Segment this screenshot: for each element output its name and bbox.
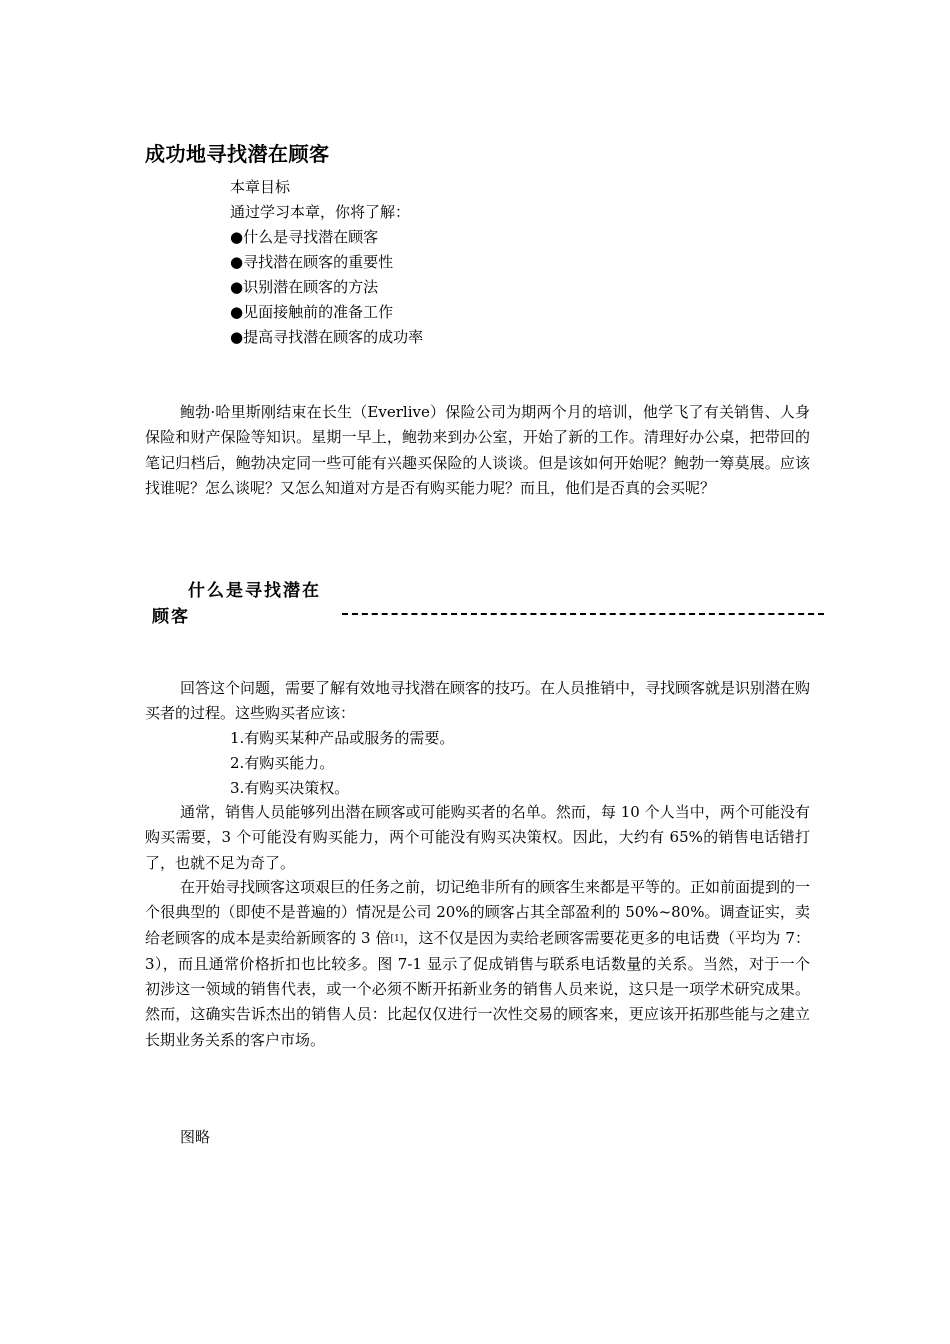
- answer-intro-paragraph: [145, 676, 810, 727]
- usually-paragraph: [145, 800, 810, 876]
- chapter-title: 成功地寻找潜在顾客: [145, 142, 330, 166]
- section-heading-line1: 什么是寻找潜在: [188, 581, 321, 601]
- criteria-item: 3.有购买决策权。: [230, 779, 350, 797]
- objective-item: ●什么是寻找潜在顾客: [230, 228, 379, 246]
- usually-text: 通常，销售人员能够列出潜在顾客或可能购买者的名单。然而，每 10 个人当中，两个可能没有购买需要，3 个可能没有购买能力，两个可能没有购买决策权。因此，大约有 65%的销售电话错打了，也就不足为奇了。: [145, 803, 810, 872]
- objective-item: ●见面接触前的准备工作: [230, 303, 394, 321]
- footnote-ref[interactable]: [1]: [390, 933, 404, 944]
- section-heading-line2: 顾客: [152, 607, 190, 627]
- opening-story-paragraph: [145, 400, 810, 501]
- before-prospecting-text-b: ，这不仅是因为卖给老顾客需要花更多的电话费（平均为 7：3），而且通常价格折扣也比较多。图 7-1 显示了促成销售与联系电话数量的关系。当然，对于一个初涉这一领域的销售代表，或一个必须不断开拓新业务的销售人员来说，这只是一项学术研究成果。然而，这确实告诉杰出的销售人员：比起仅仅进行一次性交易的顾客来，更应该开拓那些能与之建立长期业务关系的客户市场。: [145, 928, 810, 1049]
- opening-story-text: 鲍勃·哈里斯刚结束在长生（Everlive）保险公司为期两个月的培训，他学飞了有关销售、人身保险和财产保险等知识。星期一早上，鲍勃来到办公室，开始了新的工作。清理好办公桌，把带回的笔记归档后，鲍勃决定同一些可能有兴趣买保险的人谈谈。但是该如何开始呢？鲍勃一筹莫展。应该找谁呢？怎么谈呢？又怎么知道对方是否有购买能力呢？而且，他们是否真的会买呢？: [145, 403, 810, 497]
- objective-item: ●识别潜在顾客的方法: [230, 278, 379, 296]
- objectives-intro: 通过学习本章，你将了解：: [230, 203, 411, 221]
- objective-item: ●寻找潜在顾客的重要性: [230, 253, 394, 271]
- before-prospecting-text: [145, 875, 810, 1053]
- criteria-item: 1.有购买某种产品或服务的需要。: [230, 729, 455, 747]
- objective-item: ●提高寻找潜在顾客的成功率: [230, 328, 424, 346]
- before-prospecting-paragraph: [145, 875, 810, 1053]
- figure-placeholder: 图略: [180, 1128, 211, 1146]
- heading-dashed-rule: [342, 613, 824, 615]
- objectives-heading: 本章目标: [230, 178, 291, 196]
- answer-intro-text: 回答这个问题，需要了解有效地寻找潜在顾客的技巧。在人员推销中，寻找顾客就是识别潜在购买者的过程。这些购买者应该：: [145, 679, 811, 723]
- before-prospecting-text-a: 在开始寻找顾客这项艰巨的任务之前，切记绝非所有的顾客生来都是平等的。正如前面提到的一个很典型的（即使不是普遍的）情况是公司 20%的顾客占其全部盈利的 50%~80%。调查证实，卖给老顾客的成本是卖给新顾客的 3 倍: [145, 878, 811, 947]
- criteria-item: 2.有购买能力。: [230, 754, 335, 772]
